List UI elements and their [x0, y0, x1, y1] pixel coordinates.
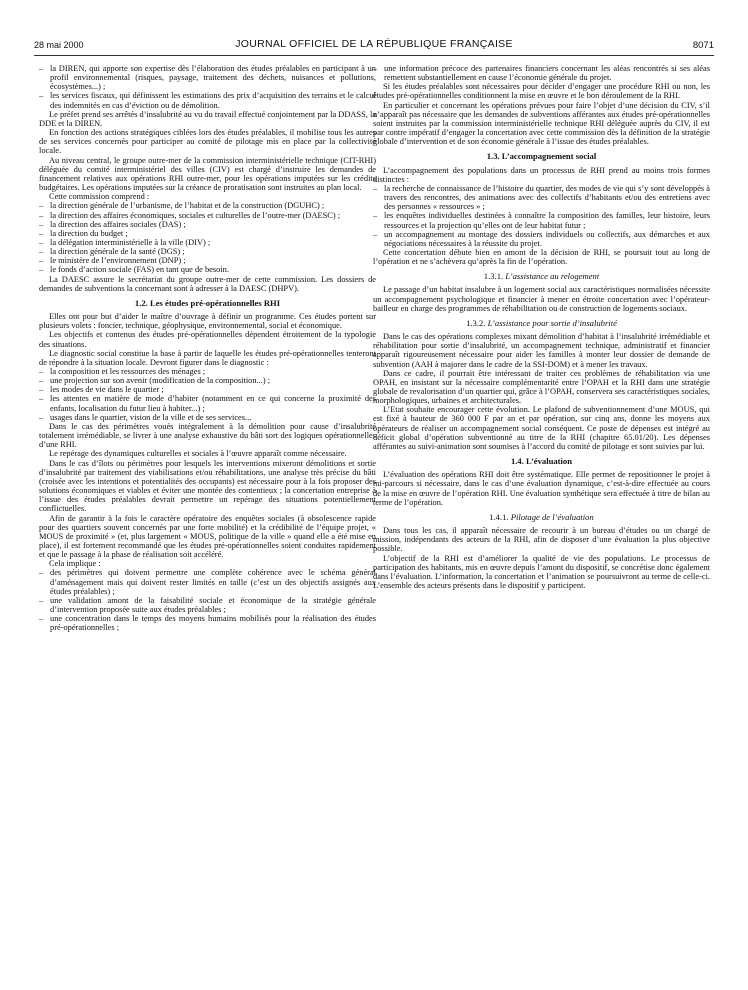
list-continued: [373, 64, 710, 82]
section-heading: 1.4. L’évaluation: [510, 456, 573, 467]
subsection-number: 1.3.2.: [466, 317, 486, 328]
subsection-number: 1.4.1.: [489, 511, 509, 522]
paragraph: L’Etat souhaite encourager cette évolution. Le plafond de subventionnement d’une MOUS, qui est fixé à hauteur de 360 000 F par an et par opération, sur cinq ans, donne les moyens aux opérateurs de réaliser un accompagnement social conséquent. Ce poste de dépenses est intégré au déficit global d’opération subventionné au titre de la RHI (chapitre 65.01/20). Les dépenses afférantes au suivi-animation sont soumises à l’accord du comité de pilotage et sont suivies par lui.: [373, 405, 710, 451]
list-item: – la direction des affaires sociales (DAS) ;: [39, 220, 376, 229]
list-item: – la direction des affaires économiques, sociales et culturelles de l’outre-mer (DAESC) ;: [39, 211, 376, 220]
list-item: – la recherche de connaissance de l’histoire du quartier, des modes de vie qui s’y sont développés à travers des rencontres, des animations avec des collectifs d’habitants et/ou des entretiens avec des personnes « ressources » ;: [373, 184, 710, 211]
paragraph: Cette commission comprend :: [49, 192, 150, 202]
paragraph: La DAESC assure le secrétariat du groupe outre-mer de cette commission. Les dossiers de demandes de subventions la concernant sont à adresser à la DAESC (DHPV).: [39, 274, 376, 293]
paragraph: Si les études préalables sont nécessaires pour décider d’engager une procédure RHI ou non, les études pré-opérationnelles conditionnent la mise en œuvre et le bon déroulement de la RHI.: [373, 82, 710, 101]
paragraph: Afin de garantir à la fois le caractère opératoire des enquêtes sociales (à obsolescence rapide pour des quartiers souvent concernés par une forte mobilité) et la crédibilité de l’équipe projet, « MOUS de proximité » (et, plus largement « MOUS, politique de la ville » quand elle a été mise en place), il est fortement recommandé que les études pré-opérationnelles soient conduites rapidement et que le passage à la phase de réalisation soit accéléré.: [39, 513, 376, 560]
section-heading: 1.2. Les études pré-opérationnelles RHI: [134, 297, 281, 308]
subsection-number: 1.3.1.: [483, 271, 504, 282]
paragraph: Le passage d’un habitat insalubre à un logement social aux caractéristiques normalisées nécessite un accompagnement psychologique et financier à mener en étroite concertation avec l’opérateur-bailleur en charge des programmes de réhabilitation ou de construction de logements sociaux.: [373, 285, 710, 313]
paragraph: Elles ont pour but d’aider le maître d’ouvrage à définir un programme. Ces études portent sur plusieurs volets : foncier, technique, géophysique, environnemental, social et économique.: [39, 312, 376, 331]
paragraph: En particulier et concernant les opérations prévues pour faire l’objet d’une décision du CIV, s’il n’apparaît pas nécessaire que les demandes de subventions afférantes aux études pré-opérationnelles soient instruites par la commission interministérielle technique RHI déléguée auprès du CIV, il est par contre impératif d’engager la concertation avec cette commission dès la définition de la stratégie globale d’intervention et de son économie générale à l’issue des études préalables.: [373, 100, 710, 147]
paragraph: Les objectifs et contenus des études pré-opérationnelles dépendent étroitement de la typologie des situations.: [39, 330, 376, 349]
list-item: – la direction du budget ;: [39, 229, 376, 238]
paragraph: L’évaluation des opérations RHI doit être systématique. Elle permet de repositionner le projet à mi-parcours si nécessaire, dans le cas d’une évaluation dynamique, c’est-à-dire effectuée au cours de la mise en œuvre de l’opération RHI. Une évaluation synthétique sera effectuée à titre de bilan au terme de l’opération.: [373, 470, 710, 507]
paragraph: Le préfet prend ses arrêtés d’insalubrité au vu du travail effectué conjointement par la DDASS, la DDE et la DIREN.: [39, 109, 376, 128]
list-services: [39, 64, 376, 110]
list-accompaniment: [373, 184, 710, 248]
list-item: – la composition et les ressources des ménages ;: [39, 367, 376, 376]
subsection-heading: [373, 319, 710, 328]
paragraph: Cette concertation débute bien en amont de la décision de RHI, se poursuit tout au long de l’opération et ne s’achèvera qu’après la fin de l’opération.: [373, 247, 710, 267]
list-item: – les services fiscaux, qui définissent les estimations des prix d’acquisition des terrains et le calcul des indemnités en cas d’éviction ou de démolition.: [39, 91, 376, 109]
list-item: – une information précoce des partenaires financiers concernant les aléas rencontrés si ses aléas remettent substantiellement en cause l’économie générale du projet.: [373, 64, 710, 82]
list-item: – le ministère de l’environnement (DNP) ;: [39, 256, 376, 265]
right-column: [373, 64, 710, 590]
header-page-number: 8071: [692, 40, 714, 51]
list-item: – la DIREN, qui apporte son expertise dès l’élaboration des études préalables en participant à un profil environnemental (risques, paysage, traitement des déchets, nuisances et pollutions, écosystèmes...) ;: [39, 64, 376, 91]
paragraph: Dans le cas des opérations complexes mixant démolition d’habitat à l’insalubrité irrémédiable et réhabilitation pour sortie d’insalubrité, un accompagnement technique, administratif et financier apparaît rigoureusement nécessaire pour aider les familles à monter leur dossier de demande de subvention (AAH à majorer dans le cadre de la SSI-DOM) et à mener les travaux.: [373, 332, 710, 369]
paragraph: Dans le cas des périmètres voués intégralement à la démolition pour cause d’insalubrité totalement irrémédiable, se livrer à une analyse exhaustive du bâti sort des logiques opérationnelles d’une RHI.: [39, 421, 376, 450]
list-commission: [39, 201, 376, 274]
list-item: – les enquêtes individuelles destinées à connaître la composition des familles, leur histoire, leurs ressources et la projection qu’elles ont de leur habitat futur ;: [373, 211, 710, 229]
header-rule: [34, 55, 714, 56]
list-item: – la délégation interministérielle à la ville (DIV) ;: [39, 238, 376, 247]
list-implications: [39, 568, 376, 632]
paragraph: Dans le cas d’îlots ou périmètres pour lesquels les interventions mixeront démolitions et sortie d’insalubrité par traitement des viabilisations et/ou réhabilitations, une analyse très précise du bâti (croisée avec les intentions et potentialités des occupants) est nécessaire pour à la fois proposer des solutions économiques et viables et éviter une montée des contentieux ; la concertation entreprise à l’issue des études préalables devrait permettre un repérage des situations potentiellement conflictuelles.: [39, 458, 376, 514]
paragraph: Au niveau central, le groupe outre-mer de la commission interministérielle technique (CIT-RHI) déléguée du comité interministériel des villes (CIV) est chargé d’instruire les demandes de financement relatives aux opérations RHI outre-mer, pour les opérations imputées sur les crédits budgétaires. Les opérations imputées sur la créance de proratisation sont instruites au plan local.: [39, 155, 376, 193]
header-date: 28 mai 2000: [34, 40, 84, 50]
paragraph: Cela implique :: [49, 559, 101, 569]
subsection-heading: [373, 272, 710, 281]
left-column: [39, 64, 376, 633]
subsection-title: Pilotage de l’évaluation: [510, 511, 594, 522]
list-item: – les modes de vie dans le quartier ;: [39, 385, 376, 394]
paragraph: L’objectif de la RHI est d’améliorer la qualité de vie des populations. Le processus de participation des habitants, mis en œuvre depuis l’amont du dispositif, se concrétise donc également dans l’évaluation. L’information, la concertation et l’animation se poursuivront au terme de celle-ci. L’ensemble des acteurs présents dans le dispositif y participent.: [373, 553, 710, 590]
list-diagnostic: [39, 367, 376, 422]
list-item: – la direction générale de la santé (DGS) ;: [39, 247, 376, 256]
list-item: – un accompagnement au montage des dossiers individuels ou collectifs, aux démarches et aux négociations nécessaires à la réussite du projet.: [373, 230, 710, 248]
list-item: – une concentration dans le temps des moyens humains mobilisés pour la réalisation des études pré-opérationnelles ;: [39, 614, 376, 632]
header-title: JOURNAL OFFICIEL DE LA RÉPUBLIQUE FRANÇAISE: [235, 38, 513, 50]
paragraph: En fonction des actions stratégiques ciblées lors des études préalables, il mobilise tous les autres de ses services concernés pour participer au comité de pilotage mis en place par la collectivité locale.: [39, 128, 376, 156]
list-item: – une projection sur son avenir (modification de la composition...) ;: [39, 376, 376, 385]
paragraph: L’accompagnement des populations dans un processus de RHI prend au moins trois formes distinctes :: [373, 165, 710, 184]
section-heading: 1.3. L’accompagnement social: [486, 151, 597, 162]
paragraph: Le diagnostic social constitue la base à partir de laquelle les études pré-opérationnelles tenteront de répondre à la situation locale. Devront figurer dans le diagnostic :: [39, 348, 376, 367]
paragraph: Dans tous les cas, il apparaît nécessaire de recourir à un bureau d’études ou un chargé de mission, indépendants des acteurs de la RHI, afin de disposer d’une évaluation la plus objective possible.: [373, 526, 710, 554]
subsection-title: L’assistance pour sortie d’insalubrité: [487, 317, 617, 328]
list-item: – des périmètres qui doivent permettre une complète cohérence avec le schéma général d’aménagement mais qui doivent rester limités en taille (c’est un des objectifs assignés aux études préalables) ;: [39, 568, 376, 595]
paragraph: Le repérage des dynamiques culturelles et sociales à l’œuvre apparaît comme nécessaire.: [49, 449, 347, 459]
list-item: – la direction générale de l’urbanisme, de l’habitat et de la construction (DGUHC) ;: [39, 201, 376, 210]
subsection-heading: [373, 513, 710, 522]
list-item: – le fonds d’action sociale (FAS) en tant que de besoin.: [39, 265, 376, 274]
paragraph: Dans ce cadre, il pourrait être intéressant de traiter ces problèmes de réhabilitation via une OPAH, en insistant sur la nécessaire complémentarité entre l’OPAH et la RHI dans une stratégie globale de revalorisation d’un quartier qui, grâce à l’OPAH, conservera ses caractéristiques sociales, morphologiques, urbaines et architecturales.: [373, 368, 710, 406]
subsection-title: L’assistance au relogement: [505, 271, 600, 282]
list-item: – une validation amont de la faisabilité sociale et économique de la stratégie générale d’intervention proposée suite aux études préalables ;: [39, 596, 376, 614]
list-item: – usages dans le quartier, vision de la ville et de ses services...: [39, 413, 376, 422]
list-item: – les attentes en matière de mode d’habiter (notamment en ce qui concerne la proximité des enfants, localisation du futur lieu à habiter...) ;: [39, 394, 376, 412]
